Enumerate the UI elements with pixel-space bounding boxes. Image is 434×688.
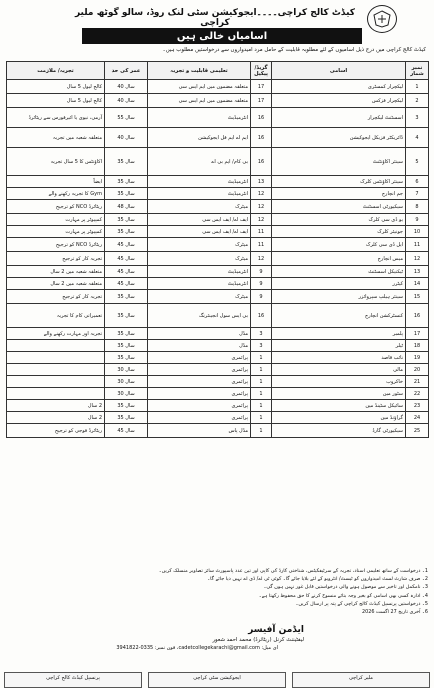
- table-row: [7, 424, 429, 438]
- col-post: اسامی: [272, 62, 406, 80]
- cell-post: جم انچارج: [272, 188, 406, 200]
- address-box: ملیر کراچی: [292, 672, 430, 688]
- cell-qualification: میٹرک: [148, 252, 251, 266]
- cell-grade: 1: [251, 424, 272, 438]
- note-item: 2۔ صرف شارٹ لسٹ امیدواروں کو ٹیسٹ/ انٹرویو کے لئے بلایا جائے گا۔ کوئی ٹی اے/ ڈی اے نہیں دیا جائے گا۔: [207, 576, 428, 583]
- cell-experience: ریٹائرڈ NCO کو ترجیح: [7, 200, 105, 214]
- cell-age: 35 سال: [105, 412, 148, 424]
- cell-post: مالی: [272, 364, 406, 376]
- cell-serial: 9: [406, 214, 429, 226]
- cell-qualification: میٹرک: [148, 238, 251, 252]
- cell-grade: 17: [251, 80, 272, 94]
- col-serial: نمبر شمار: [406, 62, 429, 80]
- cell-experience: کالج لیول 5 سال: [7, 94, 105, 108]
- cell-post: میس انچارج: [272, 252, 406, 266]
- cell-serial: 18: [406, 340, 429, 352]
- cell-grade: 16: [251, 304, 272, 328]
- cell-age: 40 سال: [105, 80, 148, 94]
- cell-grade: 16: [251, 108, 272, 128]
- table-row: [7, 388, 429, 400]
- cell-experience: متعلقہ شعبہ میں 2 سال: [7, 278, 105, 290]
- cell-age: 35 سال: [105, 352, 148, 364]
- cell-age: 30 سال: [105, 364, 148, 376]
- cell-serial: 3: [406, 108, 429, 128]
- cell-qualification: انٹرمیڈیٹ: [148, 278, 251, 290]
- cell-qualification: مڈل پاس: [148, 424, 251, 438]
- cell-experience: کمپیوٹر پر مہارت: [7, 214, 105, 226]
- cell-qualification: پرائمری: [148, 352, 251, 364]
- cell-experience: تجربہ اور مہارت رکھنے والے: [7, 328, 105, 340]
- cell-qualification: بی ایس سول انجینئرنگ: [148, 304, 251, 328]
- cell-post: سینئر ہیلپ سپروائزر: [272, 290, 406, 304]
- cell-grade: 9: [251, 278, 272, 290]
- table-row: [7, 400, 429, 412]
- cell-qualification: پرائمری: [148, 400, 251, 412]
- cell-age: 40 سال: [105, 128, 148, 148]
- cell-serial: 8: [406, 200, 429, 214]
- cell-experience: آرمی، نیوی یا ائیرفورس سے ریٹائرڈ: [7, 108, 105, 128]
- table-row: [7, 376, 429, 388]
- cell-age: 35 سال: [105, 226, 148, 238]
- cell-serial: 23: [406, 400, 429, 412]
- cell-post: ڈائریکٹر فزیکل ایجوکیشن: [272, 128, 406, 148]
- table-row: [7, 304, 429, 328]
- cell-age: 45 سال: [105, 278, 148, 290]
- cell-serial: 21: [406, 376, 429, 388]
- table-row: [7, 108, 429, 128]
- table-row: [7, 340, 429, 352]
- cell-age: 35 سال: [105, 214, 148, 226]
- table-row: [7, 148, 429, 176]
- cell-post: پلمبر: [272, 328, 406, 340]
- cell-experience: متعلقہ شعبہ میں تجربہ: [7, 128, 105, 148]
- cell-age: 35 سال: [105, 328, 148, 340]
- cell-age: 40 سال: [105, 94, 148, 108]
- cell-serial: 12: [406, 252, 429, 266]
- table-row: [7, 278, 429, 290]
- intro-text: کیڈٹ کالج کراچی میں درج ذیل اسامیوں کے لئے مطلوبہ قابلیت کے حامل مرد امیدواروں سے درخواستیں مطلوب ہیں۔: [162, 47, 426, 53]
- cell-grade: 12: [251, 214, 272, 226]
- cell-serial: 24: [406, 412, 429, 424]
- cell-age: 45 سال: [105, 238, 148, 252]
- cell-post: سینئر اکاؤنٹنٹ: [272, 148, 406, 176]
- table-row: [7, 290, 429, 304]
- cell-grade: 3: [251, 340, 272, 352]
- cell-grade: 1: [251, 400, 272, 412]
- cell-qualification: میٹرک: [148, 290, 251, 304]
- cell-serial: 13: [406, 266, 429, 278]
- table-row: [7, 266, 429, 278]
- cell-serial: 20: [406, 364, 429, 376]
- cell-serial: 16: [406, 304, 429, 328]
- contact-info: ای میل: cadetcollegekarachi@gmail.com، فون نمبر: 0335-3941822: [116, 645, 278, 651]
- cell-age: 35 سال: [105, 400, 148, 412]
- col-experience: تجربہ/ ملازمت: [7, 62, 105, 80]
- cell-post: یو ڈی سی کلرک: [272, 214, 406, 226]
- table-row: [7, 200, 429, 214]
- cell-grade: 12: [251, 200, 272, 214]
- cell-experience: [7, 364, 105, 376]
- cell-grade: 16: [251, 148, 272, 176]
- cell-experience: ایضاً: [7, 176, 105, 188]
- cell-grade: 9: [251, 266, 272, 278]
- cell-experience: ریٹائرڈ NCO کو ترجیح: [7, 238, 105, 252]
- note-item: 6۔ آخری تاریخ 27 اگست 2026: [362, 609, 428, 616]
- cell-experience: تجربہ کار کو ترجیح: [7, 290, 105, 304]
- page-title: کیڈٹ کالج کراچی۔۔۔۔ایجوکیشن سٹی لنک روڈ، سالو گوٹھ ملیر کراچی: [74, 8, 356, 28]
- cell-experience: تجربہ کار کو ترجیح: [7, 252, 105, 266]
- cell-age: 35 سال: [105, 176, 148, 188]
- cell-grade: 17: [251, 94, 272, 108]
- cell-post: اسسٹنٹ لیکچرار: [272, 108, 406, 128]
- table-row: [7, 188, 429, 200]
- note-item: 3۔ نامکمل اور تاخیر سے موصول ہونے والی درخواستیں قابل غور نہیں ہوں گی۔: [263, 584, 428, 591]
- cell-post: ٹیکنیکل اسسٹنٹ: [272, 266, 406, 278]
- cell-serial: 1: [406, 80, 429, 94]
- table-row: [7, 412, 429, 424]
- cell-post: سینئر اکاؤنٹس کلرک: [272, 176, 406, 188]
- table-row: [7, 364, 429, 376]
- cell-serial: 2: [406, 94, 429, 108]
- vacancy-banner: اسامیاں خالی ہیں: [82, 28, 362, 44]
- cell-experience: 2 سال: [7, 400, 105, 412]
- cell-grade: 11: [251, 226, 272, 238]
- cell-post: گراؤنڈ مین: [272, 412, 406, 424]
- cell-post: جونیئر کلرک: [272, 226, 406, 238]
- cell-grade: 13: [251, 176, 272, 188]
- cell-post: کیٹرر: [272, 278, 406, 290]
- cell-experience: کالج لیول 5 سال: [7, 80, 105, 94]
- note-item: 1۔ درخواست کے ساتھ تعلیمی اسناد، تجربہ کے سرٹیفکیٹس، شناختی کارڈ کی کاپی اور تین عدد پاسپورٹ سائز تصاویر منسلک کریں۔: [158, 568, 428, 574]
- cell-age: 45 سال: [105, 252, 148, 266]
- cell-age: 48 سال: [105, 200, 148, 214]
- cell-experience: تعمیراتی کام کا تجربہ: [7, 304, 105, 328]
- cell-qualification: انٹرمیڈیٹ: [148, 176, 251, 188]
- cell-grade: 1: [251, 388, 272, 400]
- cell-serial: 17: [406, 328, 429, 340]
- cell-serial: 22: [406, 388, 429, 400]
- table-row: [7, 128, 429, 148]
- cell-qualification: مڈل: [148, 328, 251, 340]
- cell-qualification: پرائمری: [148, 364, 251, 376]
- cell-grade: 1: [251, 376, 272, 388]
- address-box: ایجوکیشن سٹی کراچی: [148, 672, 286, 688]
- cell-serial: 11: [406, 238, 429, 252]
- col-qualification: تعلیمی قابلیت و تجربہ: [148, 62, 251, 80]
- cell-qualification: ایف اے/ ایف ایس سی: [148, 226, 251, 238]
- cell-post: ٹیلر: [272, 340, 406, 352]
- cell-qualification: مڈل: [148, 340, 251, 352]
- cell-post: خاکروب: [272, 376, 406, 388]
- admin-name: لیفٹیننٹ کرنل (ریٹائرڈ) محمد احمد شعور: [212, 637, 304, 643]
- table-row: [7, 238, 429, 252]
- cell-serial: 10: [406, 226, 429, 238]
- cell-age: 35 سال: [105, 290, 148, 304]
- cell-age: 35 سال: [105, 304, 148, 328]
- cell-qualification: متعلقہ مضمون میں ایم ایس سی: [148, 94, 251, 108]
- cell-serial: 15: [406, 290, 429, 304]
- cell-grade: 1: [251, 412, 272, 424]
- note-item: 4۔ ادارہ کسی بھی اسامی کو بغیر وجہ بتائے منسوخ کرنے کا حق محفوظ رکھتا ہے۔: [258, 592, 428, 599]
- cell-experience: [7, 340, 105, 352]
- cell-qualification: انٹرمیڈیٹ: [148, 188, 251, 200]
- cell-experience: ریٹائرڈ فوجی کو ترجیح: [7, 424, 105, 438]
- table-row: [7, 214, 429, 226]
- cell-post: نائب قاصد: [272, 352, 406, 364]
- cell-grade: 9: [251, 290, 272, 304]
- table-row: [7, 252, 429, 266]
- cell-experience: [7, 388, 105, 400]
- crest-emblem-icon: [372, 10, 392, 28]
- cell-serial: 5: [406, 148, 429, 176]
- cell-age: 45 سال: [105, 424, 148, 438]
- cell-grade: 12: [251, 252, 272, 266]
- cell-serial: 25: [406, 424, 429, 438]
- table-header-row: [7, 62, 429, 80]
- cell-age: 30 سال: [105, 388, 148, 400]
- cell-qualification: متعلقہ مضمون میں ایم ایس سی: [148, 80, 251, 94]
- table-row: [7, 352, 429, 364]
- note-item: 5۔ درخواستیں پرنسپل کیڈٹ کالج کراچی کے پتہ پر ارسال کریں۔: [295, 600, 428, 607]
- cell-qualification: میٹرک: [148, 200, 251, 214]
- cell-serial: 7: [406, 188, 429, 200]
- cell-age: 45 سال: [105, 266, 148, 278]
- address-box: پرنسپل کیڈٹ کالج کراچی: [4, 672, 142, 688]
- notes-section: [6, 567, 428, 616]
- table-row: [7, 226, 429, 238]
- cell-age: 30 سال: [105, 376, 148, 388]
- cell-qualification: پرائمری: [148, 376, 251, 388]
- cell-grade: 1: [251, 364, 272, 376]
- cell-experience: کمپیوٹر پر مہارت: [7, 226, 105, 238]
- cell-age: 35 سال: [105, 188, 148, 200]
- cell-qualification: انٹرمیڈیٹ: [148, 108, 251, 128]
- cell-serial: 4: [406, 128, 429, 148]
- table-row: [7, 94, 429, 108]
- table-row: [7, 176, 429, 188]
- cell-grade: 11: [251, 238, 272, 252]
- cell-post: کنسٹرکشن انچارج: [272, 304, 406, 328]
- cell-qualification: پرائمری: [148, 388, 251, 400]
- admin-title: ایڈمن آفیسر: [248, 625, 304, 635]
- cell-qualification: ایم اے ایم فل ایجوکیشن: [148, 128, 251, 148]
- cell-experience: [7, 376, 105, 388]
- cell-post: سٹور مین: [272, 388, 406, 400]
- col-age: عمر کی حد: [105, 62, 148, 80]
- cell-age: 35 سال: [105, 340, 148, 352]
- cell-qualification: ایف اے/ ایف ایس سی: [148, 214, 251, 226]
- cell-serial: 19: [406, 352, 429, 364]
- vacancy-table: [6, 61, 429, 438]
- table-row: [7, 328, 429, 340]
- footer: [6, 625, 428, 651]
- cell-experience: 2 سال: [7, 412, 105, 424]
- address-boxes: [4, 672, 430, 688]
- cell-experience: اکاؤنٹس کا 5 سال تجربہ: [7, 148, 105, 176]
- table-row: [7, 80, 429, 94]
- cell-qualification: انٹرمیڈیٹ: [148, 266, 251, 278]
- cell-post: لیکچرار فزکس: [272, 94, 406, 108]
- cell-post: سیکیورٹی اسسٹنٹ: [272, 200, 406, 214]
- cell-grade: 16: [251, 128, 272, 148]
- cell-grade: 1: [251, 352, 272, 364]
- cell-grade: 12: [251, 188, 272, 200]
- col-grade: گریڈ/ پیکیل: [251, 62, 272, 80]
- cell-grade: 3: [251, 328, 272, 340]
- cell-qualification: بی کام/ ایم بی اے: [148, 148, 251, 176]
- cell-serial: 14: [406, 278, 429, 290]
- cell-post: لیکچرار کمسٹری: [272, 80, 406, 94]
- cell-experience: [7, 352, 105, 364]
- cell-post: سائیکل سٹینڈ مین: [272, 400, 406, 412]
- cell-age: 35 سال: [105, 148, 148, 176]
- cell-post: ایل ڈی سی کلرک: [272, 238, 406, 252]
- cell-experience: متعلقہ شعبہ میں 2 سال: [7, 266, 105, 278]
- cell-age: 55 سال: [105, 108, 148, 128]
- cell-post: سیکیورٹی گارڈ: [272, 424, 406, 438]
- cell-serial: 6: [406, 176, 429, 188]
- cell-qualification: پرائمری: [148, 412, 251, 424]
- cell-experience: Gym کا تجربہ رکھنے والے: [7, 188, 105, 200]
- college-crest-icon: [367, 5, 397, 33]
